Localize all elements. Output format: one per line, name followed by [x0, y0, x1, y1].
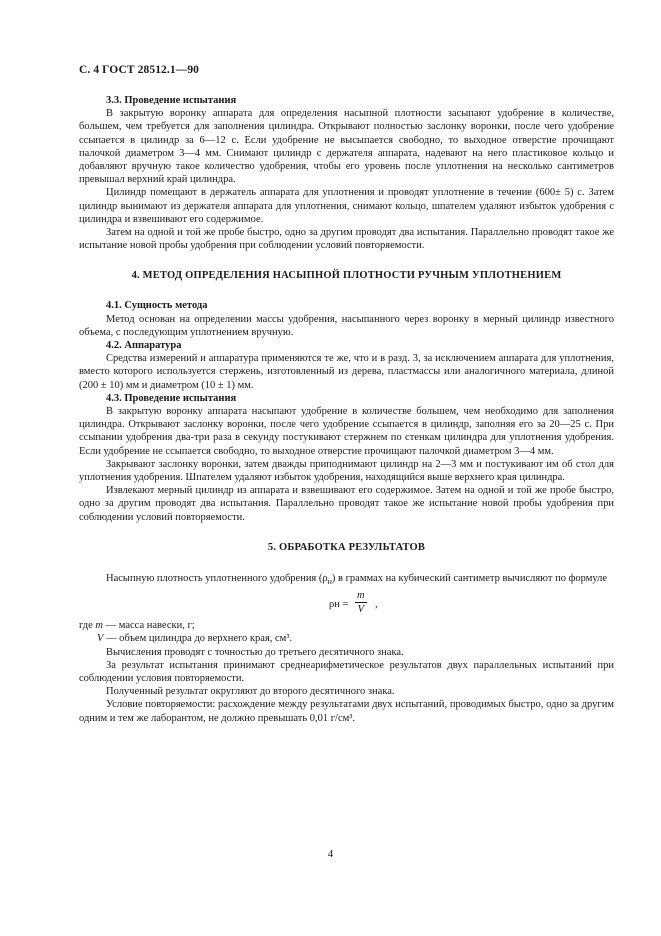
document-body: [79, 94, 614, 725]
paragraph-formula-intro: Насыпную плотность уплотненного удобрения $(\rho_н)$ в граммах на кубический сантиметр вычисляют по формуле: [106, 572, 608, 586]
paragraph: Затем на одной и той же пробе быстро, одно за другим проводят два испытания. Параллельно проводят такое же испытание новой пробы удобрения при соблюдении условий повторяемости.: [79, 227, 614, 252]
paragraph: В закрытую воронку аппарата насыпают удобрение в количестве большем, чем необходимо для заполнения цилиндра. Открывают заслонку воронки, после чего удобрение ссыпается в цилиндр, заполняя его за 20—25 с. При ссыпании удобрения два-три раза в секунду постукивают стержнем по стенкам цилиндра для уплотнения удобрения. Если удобрение не ссыпается свободно, то выходное отверстие прочищают палочкой диаметром 3—4 мм.: [79, 406, 614, 457]
formula-legend-v: V — объем цилиндра до верхнего края, см³.: [97, 633, 293, 645]
section-4-1-title: 4.1. Сущность метода: [106, 300, 208, 312]
formula-lhs: ρн =: [329, 599, 349, 611]
formula-legend-m: где m — масса навески, г;: [79, 620, 195, 632]
formula-fraction: [355, 590, 367, 616]
page-number: 4: [327, 848, 334, 860]
formula-denominator: V: [357, 604, 364, 616]
paragraph: В закрытую воронку аппарата для определения насыпной плотности засыпают удобрение в количестве, большем, чем требуется для заполнения цилиндра. Открывают полностью заслонку воронки, после чего удобрение ссыпается в цилиндр за 6—12 с. Если удобрение не высыпается свободно, то выходное отверстие прочищают палочкой диаметром 3—4 мм. Снимают цилиндр с держателя аппарата, надевают на него пластиковое кольцо и добавляют вручную такое количество удобрения, чтобы его уровень после уплотнения на несколько сантиметров превышал верхний край цилиндра.: [79, 108, 614, 186]
paragraph: Цилиндр помещают в держатель аппарата для уплотнения и проводят уплотнение в течение (600± 5) с. Затем цилиндр вынимают из держателя аппарата для уплотнения, снимают кольцо, шпателем удаляют избыток удобрения с цилиндра и взвешивают его содержимое.: [79, 187, 614, 225]
paragraph: Средства измерений и аппаратура применяются те же, что и в разд. 3, за исключением аппарата для уплотнения, вместо которого используется стержень, изготовленный из дерева, пластмассы или аналогичного материала, длиной (200 ± 10) мм и диаметром (10 ± 1) мм.: [79, 353, 614, 391]
paragraph: Условие повторяемости: расхождение между результатами двух испытаний, проводимых быстро, одно за другим одним и тем же лаборантом, не должно превышать 0,01 г/см³.: [79, 699, 614, 724]
section-4-title: 4. МЕТОД ОПРЕДЕЛЕНИЯ НАСЫПНОЙ ПЛОТНОСТИ РУЧНЫМ УПЛОТНЕНИЕМ: [131, 270, 562, 282]
section-4-2-title: 4.2. Аппаратура: [106, 340, 182, 352]
density-formula: ρн = $\frac{m}{V}$ ,: [329, 590, 378, 616]
section-4-3-title: 4.3. Проведение испытания: [106, 392, 237, 404]
section-5-title: 5. ОБРАБОТКА РЕЗУЛЬТАТОВ: [267, 541, 426, 553]
paragraph: Метод основан на определении массы удобрения, насыпанного через воронку в мерный цилиндр известного объема, с последующим уплотнением вручную.: [79, 313, 614, 338]
paragraph: За результат испытания принимают среднеарифметическое результатов двух параллельных испытаний при соблюдении условия повторяемости.: [79, 659, 614, 684]
paragraph: Закрывают заслонку воронки, затем дважды приподнимают цилиндр на 2—3 мм и постукивают им об стол для уплотнения удобрения. Шпателем удаляют избыток удобрения, находящийся выше верхнего края цилиндра.: [79, 458, 614, 484]
page-header: С. 4 ГОСТ 28512.1—90: [79, 64, 200, 76]
paragraph: Вычисления проводят с точностью до третьего десятичного знака.: [106, 646, 404, 658]
formula-numerator: m: [357, 590, 365, 602]
section-3-3-title: 3.3. Проведение испытания: [106, 95, 237, 106]
paragraph: Полученный результат округляют до второго десятичного знака.: [106, 686, 395, 698]
paragraph: Извлекают мерный цилиндр из аппарата и взвешивают его содержимое. Затем на одной и той же пробе быстро, одно за другим проводят два испытания. Параллельно проводят такое же испытание новой пробы удобрения при соблюдении условий повторяемости.: [79, 485, 614, 523]
